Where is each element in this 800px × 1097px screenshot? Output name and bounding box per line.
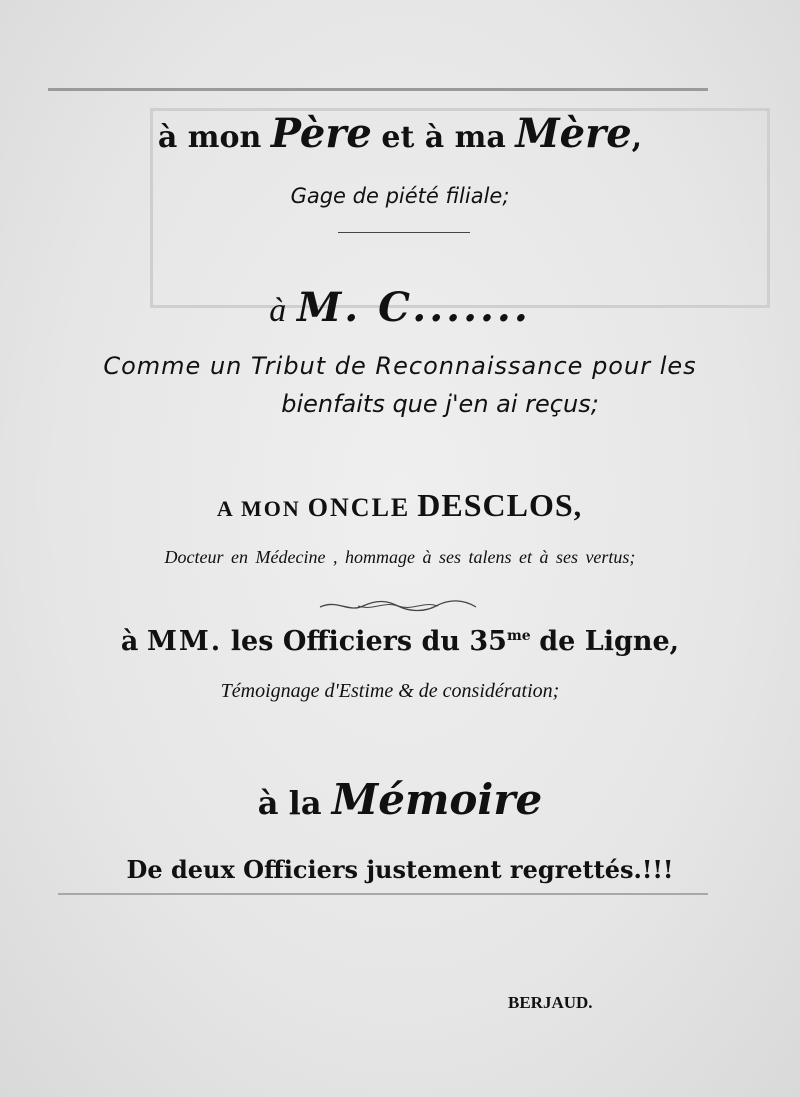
top-rule — [48, 88, 708, 91]
bottom-rule — [58, 893, 708, 895]
officers-tail: de Ligne, — [539, 626, 680, 657]
officers-prefix: à — [120, 626, 139, 657]
dedication-officers — [0, 626, 800, 657]
signature: BERJAUD. — [508, 993, 593, 1012]
uncle-suffix: , — [573, 490, 584, 523]
dedication-mc — [0, 284, 800, 331]
flourish-ornament — [318, 597, 478, 615]
officers-subtitle: Témoignage d'Estime & de considération; — [220, 680, 560, 702]
mc-subtitle-line1: Comme un Tribut de Reconnaissance pour les — [103, 352, 697, 380]
parents-word-mere: Mère — [515, 110, 632, 157]
dedication-parents — [0, 110, 800, 157]
memoire-article: la — [288, 784, 322, 822]
parents-word-pere: Père — [270, 110, 372, 157]
uncle-prefix: A MON — [216, 496, 301, 521]
uncle-word: ONCLE — [307, 493, 411, 522]
officers-rest: les Officiers du 35 — [230, 626, 507, 657]
parents-suffix: , — [631, 120, 643, 155]
parents-mid: et à ma — [381, 120, 506, 155]
memoire-subtitle: De deux Officiers justement regrettés.!!! — [126, 855, 674, 884]
officers-mm: MM. — [147, 626, 223, 657]
rule-1 — [338, 232, 470, 233]
memoire-word: Mémoire — [331, 775, 543, 824]
uncle-name: DESCLOS — [417, 487, 574, 523]
parents-prefix: à mon — [157, 120, 262, 155]
memoire-prefix: à — [257, 784, 279, 822]
officers-sup: me — [506, 628, 531, 644]
mc-prefix: à — [269, 292, 287, 329]
mc-subtitle-line2: bienfaits que j'en ai reçus; — [281, 390, 599, 418]
parents-subtitle: Gage de piété filiale; — [290, 184, 510, 208]
mc-name: M. C....... — [297, 284, 531, 331]
uncle-subtitle: Docteur en Médecine , hommage à ses talens et à ses vertus; — [164, 547, 636, 567]
dedication-uncle — [0, 487, 800, 524]
dedication-memoire — [0, 775, 800, 824]
